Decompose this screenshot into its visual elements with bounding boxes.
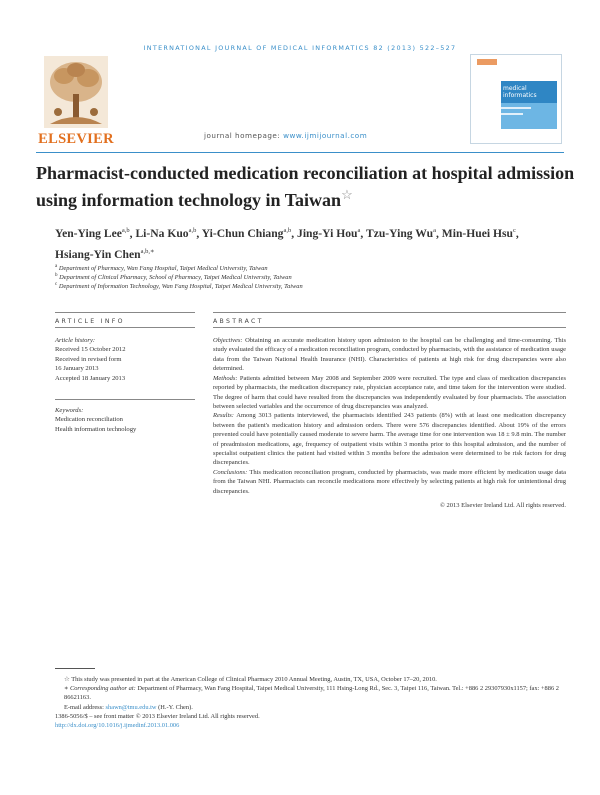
author-affiliation-mark: a (357, 227, 361, 234)
email-link[interactable]: shawn@tmu.edu.tw (105, 703, 157, 711)
abstract-heading: ABSTRACT (213, 318, 264, 325)
author-affiliation-mark: c (512, 227, 516, 234)
abstract-rule (213, 312, 566, 313)
author-affiliation-mark: a,b,∗ (140, 247, 155, 255)
author[interactable] (135, 227, 196, 240)
footnote-corresponding: ∗ Corresponding author at: Department of Pharmacy, Wan Fang Hospital, Taipei Medical University, 111 Hsing-Long Rd., Sec. 3, Taipei 116, Taiwan. Tel.: +886 2 29307930x1157; fax: +886 2 86621163. (64, 685, 559, 702)
author-name: Jing-Yi Hou (297, 226, 358, 240)
author-affiliation-mark: a,b (188, 227, 197, 234)
footnote-rule (55, 668, 95, 669)
keywords-label: Keywords: (55, 407, 84, 414)
author[interactable] (55, 248, 154, 261)
footnote-star: ☆ This study was presented in part at the American College of Clinical Pharmacy 2010 Annual Meeting, Austin, TX, USA, October 17–20, 2010. (64, 676, 437, 683)
footnote-email: E-mail address: shawn@tmu.edu.tw (H.-Y. Chen). (64, 703, 193, 711)
abstract-rule-bottom (213, 327, 566, 328)
author-affiliation-mark: a,b (121, 227, 130, 234)
keyword: Health information technology (55, 425, 137, 433)
author-name: Tzu-Ying Wu (365, 226, 434, 240)
author[interactable] (55, 227, 130, 240)
journal-cover (470, 54, 562, 144)
article-info-heading: ARTICLE INFO (55, 318, 125, 325)
affiliation-c: $^c$ Department of Information Technology, Wan Fang Hospital, Taipei Medical University, Taiwan (55, 282, 303, 291)
history-line: Accepted 18 January 2013 (55, 374, 126, 382)
journal-homepage (204, 131, 367, 140)
abstract-copyright: © 2013 Elsevier Ireland Ltd. All rights reserved. (439, 502, 566, 510)
history-line: Received in revised form (55, 355, 122, 363)
abstract-methods: Methods: Patients admitted between May 2008 and September 2009 were recruited. The type and class of medication discrepancies reported by pharmacists, the medication discrepancy rate, physician acceptance rate, and time taken for the intervention were studied. The degree of harm that could have resulted from the discrepancies was independently evaluated by four pharmacists. The association between selected variables and the occurrence of drug discrepancies was analyzed. (213, 374, 566, 410)
issn-line: 1386-5056/$ – see front matter © 2013 Elsevier Ireland Ltd. All rights reserved. (55, 712, 260, 720)
abstract-conclusions: Conclusions: This medication reconciliation program, conducted by pharmacists, was made more efficient by medication usage data from the Taiwan NHI. Pharmacists can reconcile medications more effectively by selecting patients at high risk for unintentional drug discrepancies. (213, 468, 566, 495)
title-text: Pharmacist-conducted medication reconciliation at hospital admission using information technology in Taiwan (36, 163, 575, 210)
author-affiliation-mark: a (433, 227, 436, 234)
article-info-rule-bottom (55, 327, 195, 328)
author-name: Yi-Chun Chiang (201, 226, 284, 240)
author-name: Hsiang-Yin Chen (55, 247, 141, 261)
article-history (55, 336, 195, 383)
keyword: Medication reconciliation (55, 416, 123, 424)
author-affiliation-mark: a,b (283, 227, 292, 234)
header-rule (36, 152, 564, 153)
abstract-objectives: Objectives: Obtaining an accurate medication history upon admission to the hospital can be challenging and time-consuming. This study evaluated the efficacy of a medication reconciliation program, conducted by pharmacists, with the assistance of medication usage data from the Taiwan National Health Insurance (NHI). Characteristics of patients at high risk for drug discrepancies were also determined. (213, 337, 567, 373)
article-info-rule (55, 312, 195, 313)
abstract-results: Results: Among 3013 patients interviewed, the pharmacists identified 243 patients (8%) with at least one medication discrepancy between the patient's medication history and admission orders. There were 576 discrepancies identified. About 19% of the errors prevented could have potentially caused moderate to severe harm. The average time for one intervention was 18 ± 9.8 min. The number of preadmission medications, age, frequency of outpatient visits within 3 months prior to this hospital admission, and the number of specialist outpatient clinics the patient had visited within 3 months before the admission were determined to be risk factors for drug discrepancies. (213, 412, 566, 467)
affiliation-a: $^a$ Department of Pharmacy, Wan Fang Hospital, Taipei Medical University, Taiwan (55, 264, 268, 273)
history-line: Received 15 October 2012 (55, 346, 126, 354)
homepage-label: journal homepage: (204, 131, 281, 140)
article-title (36, 162, 576, 211)
publisher-logo: ELSEVIER (38, 131, 114, 147)
author[interactable] (297, 227, 360, 240)
affiliation-b: $^b$ Department of Clinical Pharmacy, School of Pharmacy, Taipei Medical University, Taiwan (55, 273, 292, 282)
author[interactable] (366, 227, 436, 240)
author[interactable] (202, 227, 292, 240)
info-divider (55, 399, 195, 400)
abstract-body (213, 336, 566, 511)
title-footnote-mark[interactable]: ☆ (341, 187, 353, 202)
homepage-link[interactable]: www.ijmijournal.com (283, 131, 368, 140)
cover-title: medical informatics (503, 85, 537, 99)
keywords (55, 406, 195, 434)
author-name: Yen-Ying Lee (55, 226, 122, 240)
history-label: Article history: (55, 337, 96, 344)
author[interactable] (442, 227, 516, 240)
author-list: Yen-Ying Lee$^{a,b}$, Li-Na Kuo$^{a,b}$, Yi-Chun Chiang$^{a,b}$, Jing-Yi Hou$^a$, Tzu-Ying Wu$^a$, Min-Huei Hsu$^c$, Hsiang-Yin Chen$^{a,b,∗}$ (55, 226, 519, 261)
author-name: Li-Na Kuo (135, 226, 189, 240)
doi-link[interactable]: http://dx.doi.org/10.1016/j.ijmedinf.2013.01.006 (55, 722, 180, 730)
history-line: 16 January 2013 (55, 365, 99, 373)
footnotes (55, 675, 565, 730)
journal-citation: INTERNATIONAL JOURNAL OF MEDICAL INFORMATICS 82 (2013) 522–527 (143, 44, 457, 52)
author-name: Min-Huei Hsu (441, 226, 513, 240)
